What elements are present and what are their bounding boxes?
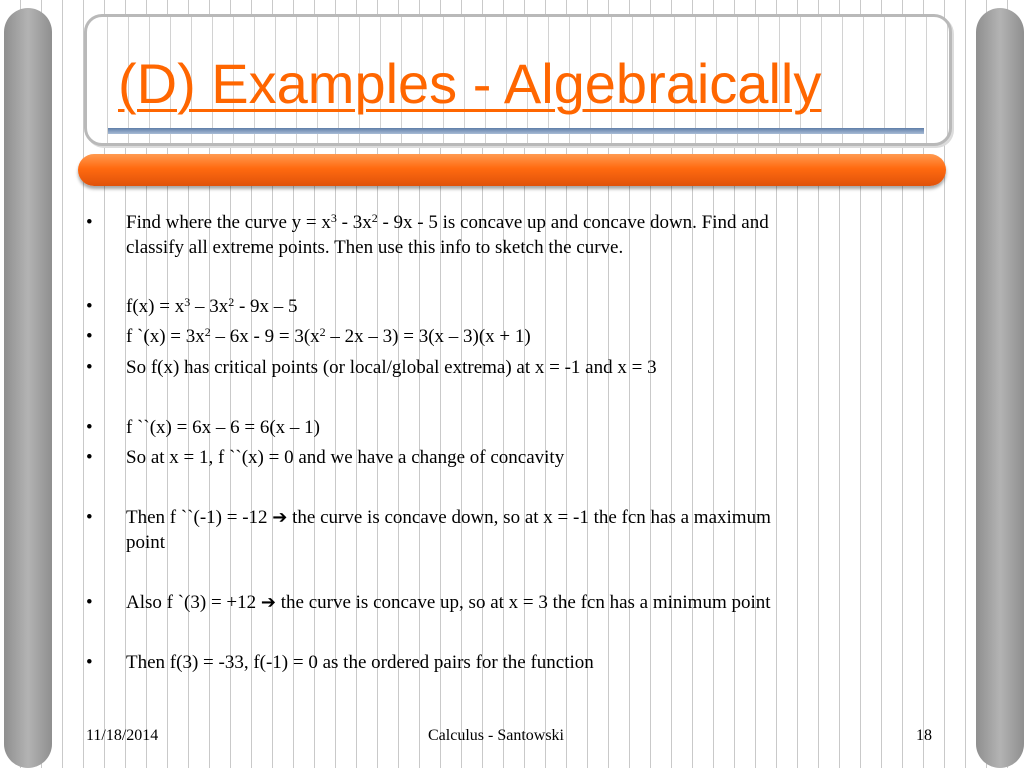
footer-title: Calculus - Santowski bbox=[428, 727, 564, 744]
bullet-text: Find where the curve $y = x^3 - 3x^2 - 9x - 5$ is concave up and concave down. Find and classify all extreme points. Then use this info to sketch the curve. bbox=[126, 211, 769, 258]
bullet-icon: • bbox=[86, 447, 93, 468]
bullet-text: Also f `(3) = +12 ➔ the curve is concave up, so at x = 3 the fcn has a minimum point bbox=[126, 592, 771, 613]
right-arrow-icon: ➔ bbox=[260, 592, 276, 613]
bullet-text: So f(x) has critical points (or local/global extrema) at x = -1 and x = 3 bbox=[126, 357, 657, 378]
slide-title: (D) Examples - Algebraically bbox=[118, 52, 822, 115]
bullet-icon: • bbox=[86, 507, 93, 528]
right-decorative-pill bbox=[976, 8, 1024, 768]
footer-page-number: 18 bbox=[916, 727, 932, 744]
bullet-icon: • bbox=[86, 652, 93, 673]
right-arrow-icon: ➔ bbox=[272, 507, 288, 528]
bullet-icon: • bbox=[86, 357, 93, 378]
accent-bar bbox=[78, 154, 946, 186]
bullet-text: $f(x) = x^3 - 3x^2 - 9x - 5$ bbox=[126, 295, 298, 317]
bullet-icon: • bbox=[86, 326, 93, 347]
title-frame-underline bbox=[108, 128, 924, 134]
footer-date: 11/18/2014 bbox=[86, 727, 159, 744]
left-decorative-pill bbox=[4, 8, 52, 768]
bullet-text: Then f(3) = -33, f(-1) = 0 as the ordered pairs for the function bbox=[126, 652, 594, 673]
bullet-text: So at x = 1, f ``(x) = 0 and we have a change of concavity bbox=[126, 447, 565, 468]
bullet-icon: • bbox=[86, 296, 93, 317]
bullet-text: f `(x) = $3x^2 - 6x - 9 = 3(x^2 - 2x - 3) = 3(x - 3)(x + 1)$ bbox=[126, 325, 531, 347]
bullet-icon: • bbox=[86, 212, 93, 233]
bullet-icon: • bbox=[86, 592, 93, 613]
bullet-text: f ``(x) = 6x – 6 = 6(x – 1) bbox=[126, 417, 320, 438]
bullet-icon: • bbox=[86, 417, 93, 438]
bullet-text: Then f ``(-1) = -12 ➔ the curve is concave down, so at x = -1 the fcn has a maximum point bbox=[126, 507, 771, 553]
